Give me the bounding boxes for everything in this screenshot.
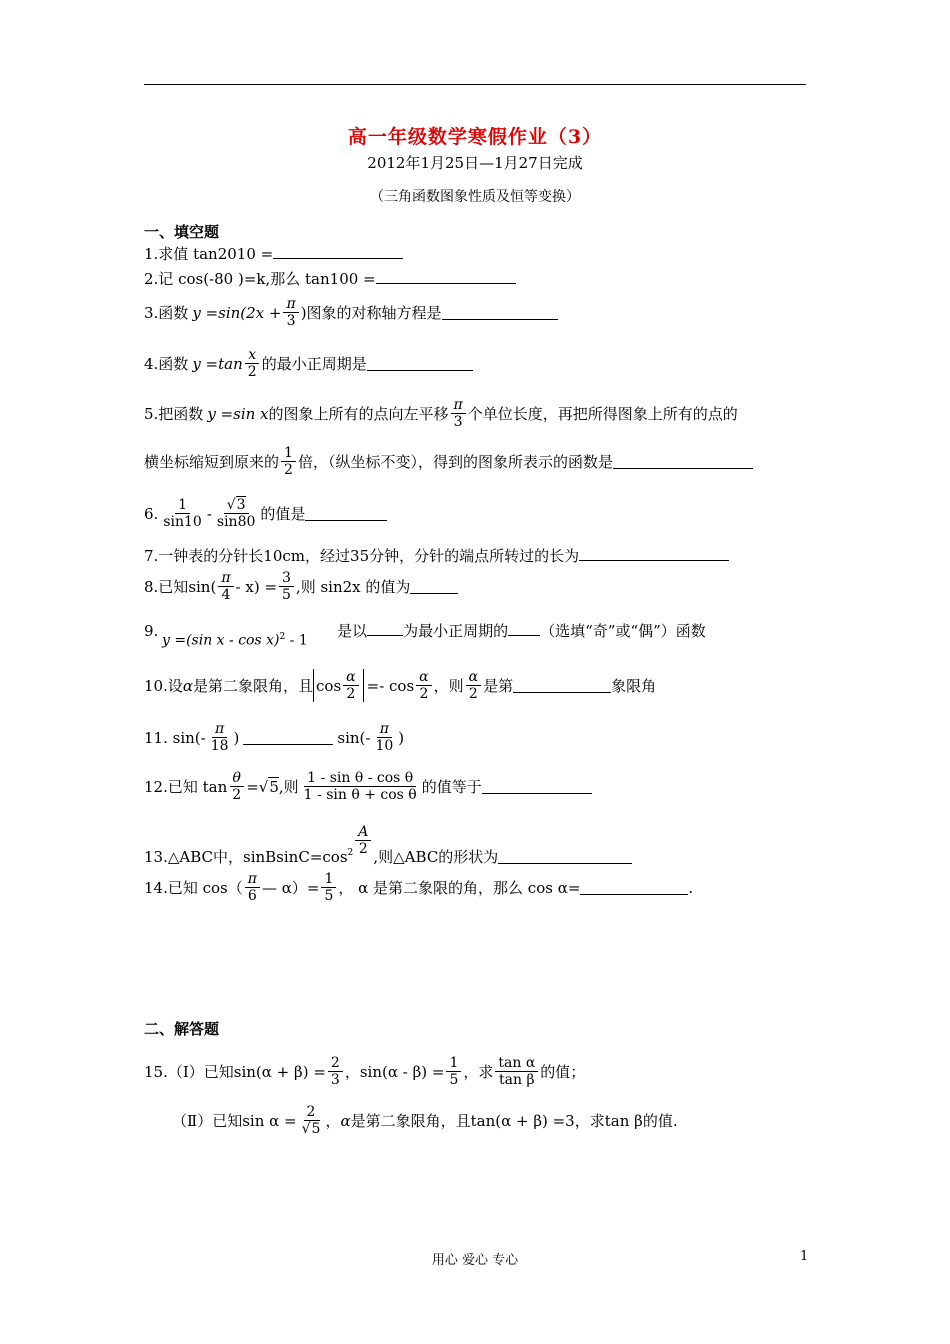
- numerator: 1: [281, 445, 296, 462]
- formula: sin(α - β) =: [359, 1062, 445, 1081]
- variable: α: [182, 676, 193, 695]
- denominator: 2: [358, 841, 368, 857]
- fraction: [343, 669, 358, 702]
- fraction: [283, 296, 298, 329]
- fraction: [301, 770, 420, 803]
- question-text: 10.设: [144, 677, 183, 696]
- numerator: π: [212, 721, 227, 738]
- question-15-part-1: [144, 1055, 585, 1088]
- denominator: 3: [330, 1072, 340, 1089]
- header-rule: [144, 84, 806, 85]
- question-text: ,则△ABC的形状为: [373, 848, 499, 866]
- numerator: θ: [230, 770, 244, 787]
- punctuation: .: [688, 878, 694, 897]
- denominator: √5: [301, 1121, 321, 1138]
- question-text: 4.函数: [144, 355, 189, 374]
- question-text: 象限角: [611, 677, 657, 696]
- denominator: 2: [419, 686, 429, 703]
- fraction: [355, 824, 371, 857]
- numerator: α: [343, 669, 358, 686]
- numerator: π: [283, 296, 298, 313]
- question-text: 13.△ABC中，sinBsinC=cos: [144, 848, 348, 866]
- answer-blank: [367, 621, 403, 636]
- denominator: 10: [375, 738, 394, 755]
- absolute-value: [313, 669, 364, 702]
- question-text: 是第: [483, 677, 514, 696]
- question-text: 3.函数: [144, 304, 189, 323]
- question-14: [144, 871, 693, 904]
- question-text: （Ⅱ）已知: [172, 1112, 243, 1131]
- fraction: [495, 1055, 538, 1088]
- footer-slogan: 用心 爱心 专心: [431, 1253, 519, 1268]
- sqrt: √5: [258, 777, 279, 796]
- question-1: [144, 243, 403, 264]
- answer-blank: [442, 305, 558, 320]
- fraction: [466, 669, 481, 702]
- question-text: 是第二象限角，且: [193, 677, 314, 696]
- formula: sin(-: [337, 728, 371, 747]
- formula: sin(: [188, 577, 217, 596]
- question-text: 的值.: [642, 1112, 678, 1131]
- answer-blank: [613, 454, 753, 469]
- question-text: （选填“奇”或“偶”）函数: [540, 622, 706, 640]
- numerator: √3: [224, 497, 249, 514]
- formula: 11. sin(-: [144, 728, 206, 747]
- fraction: [372, 721, 396, 754]
- question-5: [144, 397, 738, 430]
- operator: -: [206, 504, 212, 523]
- question-15-part-2: [172, 1104, 678, 1137]
- fraction: [321, 871, 336, 904]
- variable: α: [340, 1111, 351, 1130]
- denominator: 2: [232, 787, 242, 804]
- formula: tan β: [604, 1111, 643, 1130]
- answer-blank: [273, 244, 403, 259]
- question-text: 个单位长度，再把所得图象上所有的点的: [467, 405, 738, 424]
- question-text: 6.: [144, 504, 159, 523]
- question-text: 图象的对称轴方程是: [306, 304, 442, 323]
- fraction: [160, 497, 205, 530]
- question-text: ，则: [433, 677, 464, 696]
- fraction: [245, 347, 260, 380]
- question-11: [144, 721, 404, 754]
- fraction: [451, 397, 466, 430]
- question-3: [144, 296, 558, 329]
- question-12: [144, 770, 592, 803]
- numerator: x: [245, 347, 259, 364]
- section-heading-solutions: 二、解答题: [144, 1020, 220, 1038]
- question-5-line-2: [144, 445, 753, 478]
- answer-blank: [305, 506, 387, 521]
- formula: ): [398, 728, 405, 747]
- formula: =: [246, 777, 259, 796]
- formula: — α）=: [261, 879, 320, 898]
- denominator: 5: [282, 587, 291, 604]
- question-text: ,则 sin2x 的值为: [295, 578, 411, 597]
- question-text: 的值是: [260, 505, 306, 524]
- denominator: sin80: [216, 514, 256, 531]
- question-text: 的值等于: [421, 778, 482, 797]
- denominator: 6: [247, 888, 257, 905]
- question-text: 是以: [337, 622, 368, 640]
- formula: ): [300, 303, 307, 322]
- subtitle: （三角函数图象性质及恒等变换）: [370, 189, 580, 205]
- question-4: [144, 347, 473, 380]
- denominator: 2: [247, 364, 257, 381]
- formula: - 1: [289, 632, 308, 649]
- numerator: A: [355, 824, 371, 841]
- formula: y =tan: [192, 354, 243, 373]
- radicand: 5: [311, 1121, 321, 1138]
- question-text: ,则: [278, 778, 299, 797]
- question-13: [144, 818, 632, 867]
- denominator: sin10: [163, 514, 202, 531]
- answer-blank: [580, 880, 688, 895]
- answer-blank: [243, 730, 333, 745]
- numerator: 1: [446, 1055, 461, 1072]
- question-text: 的最小正周期是: [261, 355, 367, 374]
- numerator: 1: [321, 871, 336, 888]
- fraction: [281, 445, 296, 478]
- answer-blank: [513, 678, 611, 693]
- denominator: 3: [286, 313, 296, 330]
- denominator: 18: [210, 738, 229, 755]
- numerator: π: [377, 721, 392, 738]
- numerator: tan α: [495, 1055, 538, 1072]
- question-text: ，求: [574, 1112, 605, 1131]
- question-text: 倍，（纵坐标不变），得到的图象所表示的函数是: [297, 453, 613, 472]
- fraction: [299, 1104, 324, 1137]
- question-2: [144, 268, 516, 289]
- denominator: 2: [468, 686, 478, 703]
- question-7: [144, 545, 729, 566]
- question-1-text: 1.求值 tan2010 =: [144, 245, 274, 263]
- radicand: 5: [269, 777, 279, 796]
- question-9-formula: [162, 632, 308, 649]
- formula: y =sin(2x +: [192, 303, 282, 322]
- question-7-text: 7.一钟表的分针长10cm，经过35分钟，分针的端点所转过的长为: [144, 547, 580, 565]
- question-6: [144, 497, 387, 530]
- punctuation: ，: [344, 1063, 360, 1082]
- fraction: [279, 570, 294, 603]
- question-10: [144, 669, 656, 702]
- formula: cos: [316, 676, 342, 695]
- answer-blank: [367, 356, 473, 371]
- fraction: [218, 570, 233, 603]
- denominator: 3: [453, 414, 463, 431]
- formula: sin(α + β) =: [233, 1062, 326, 1081]
- question-text: 是第二象限角，且: [350, 1112, 471, 1131]
- formula: y =(sin x - cos x): [162, 632, 280, 649]
- question-text: 的图象上所有的点向左平移: [268, 405, 449, 424]
- fraction: [446, 1055, 461, 1088]
- denominator: 5: [324, 888, 334, 905]
- question-text: 8.已知: [144, 578, 189, 597]
- denominator: 2: [346, 686, 356, 703]
- numerator: 2: [304, 1104, 319, 1121]
- answer-blank: [579, 546, 729, 561]
- question-text: ， α 是第二象限的角，那么 cos α=: [338, 879, 581, 898]
- answer-blank: [482, 779, 592, 794]
- exponent: 2: [279, 632, 286, 642]
- radicand: 3: [236, 497, 246, 513]
- formula: ): [233, 728, 240, 747]
- question-text: 的值；: [540, 1063, 586, 1082]
- formula: tan(α + β) =3: [470, 1111, 575, 1130]
- question-8: [144, 570, 458, 603]
- numerator: π: [218, 570, 233, 587]
- punctuation: ，: [325, 1112, 341, 1131]
- exponent: 2: [347, 847, 354, 858]
- question-number: 9.: [144, 622, 159, 640]
- question-text: ，求: [463, 1063, 494, 1082]
- page-title: 高一年级数学寒假作业（3）: [347, 126, 603, 148]
- answer-blank: [508, 621, 540, 636]
- fraction: [229, 770, 244, 803]
- numerator: α: [416, 669, 431, 686]
- question-text: 为最小正周期的: [403, 622, 509, 640]
- fraction: [245, 871, 260, 904]
- numerator: π: [245, 871, 260, 888]
- numerator: 2: [328, 1055, 343, 1072]
- denominator: 5: [449, 1072, 459, 1089]
- denominator: 2: [284, 462, 293, 479]
- denominator: 1 - sin θ + cos θ: [303, 787, 417, 804]
- fraction: [208, 721, 232, 754]
- date-line: 2012年1月25日—1月27日完成: [367, 154, 583, 172]
- section-heading-fill-in: 一、填空题: [144, 223, 220, 241]
- fraction: [214, 497, 259, 530]
- answer-blank: [498, 849, 632, 864]
- formula: - x) =: [235, 577, 278, 596]
- fraction: [328, 1055, 343, 1088]
- formula: =- cos: [366, 676, 415, 695]
- denominator: 4: [221, 587, 231, 604]
- denominator: tan β: [499, 1072, 535, 1089]
- question-text: 5.把函数: [144, 405, 204, 424]
- question-text: 12.已知 tan: [144, 778, 228, 797]
- question-2-text: 2.记 cos(-80 )=k,那么 tan100 =: [144, 270, 376, 288]
- numerator: α: [466, 669, 481, 686]
- formula: y =sin x: [207, 404, 269, 423]
- numerator: 1 - sin θ - cos θ: [304, 770, 416, 787]
- answer-blank: [376, 269, 516, 284]
- fraction: [416, 669, 431, 702]
- question-text: 横坐标缩短到原来的: [144, 453, 280, 472]
- question-text: 15.（Ⅰ）已知: [144, 1063, 234, 1082]
- numerator: 3: [279, 570, 294, 587]
- formula: sin α =: [242, 1111, 297, 1130]
- question-text: 14.已知 cos（: [144, 879, 243, 898]
- page-number: 1: [800, 1249, 809, 1264]
- numerator: π: [451, 397, 466, 414]
- numerator: 1: [175, 497, 190, 514]
- answer-blank: [410, 579, 458, 594]
